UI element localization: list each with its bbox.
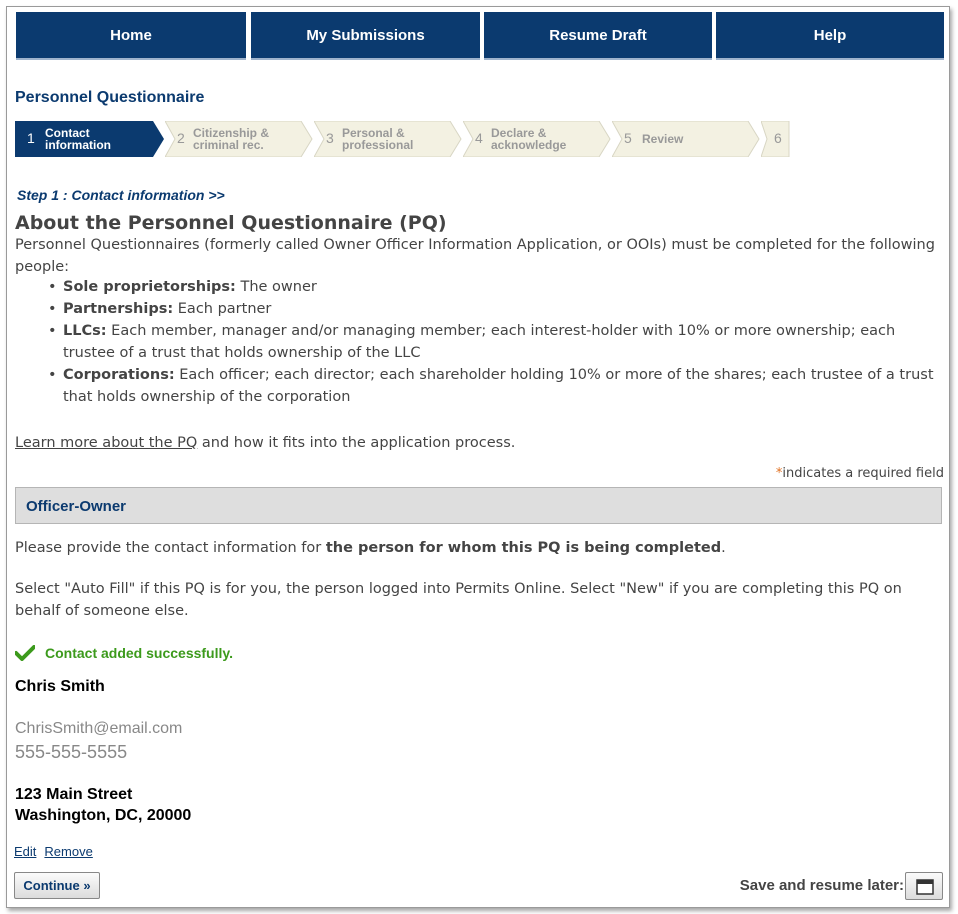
contact-actions [14,844,101,859]
autofill-instructions: Select "Auto Fill" if this PQ is for you, the person logged into Permits Online. Select "New" if you are completing this PQ on behalf of someone else. [15,581,902,619]
save-button[interactable] [905,872,943,900]
nav-my-submissions[interactable]: My Submissions [251,12,480,60]
top-navigation [16,12,944,60]
step-label: Declare & acknowledge [491,126,567,152]
contact-email: ChrisSmith@email.com [15,720,183,737]
nav-help[interactable]: Help [716,12,944,60]
step-progress [15,121,815,157]
step-number: 5 [624,130,632,146]
step-label: Contact information [45,126,111,152]
step-number: 6 [774,130,782,146]
step-3-personal-professional[interactable] [314,121,464,157]
learn-more-link[interactable]: Learn more about the PQ [15,435,198,451]
step-4-declare-acknowledge[interactable] [463,121,613,157]
required-star: * [775,466,783,481]
step-1-contact-information[interactable] [15,121,165,157]
required-field-note: *indicates a required field [775,466,944,481]
about-intro: Personnel Questionnaires (formerly called Owner Officer Information Application, or OOIs) must be completed for the following people: [15,237,935,275]
step-number: 4 [475,130,483,146]
section-header [15,487,942,524]
step-number: 3 [326,130,334,146]
list-item: • Partnerships: Each partner [48,298,943,320]
step-label: Citizenship & criminal rec. [193,126,270,152]
nav-home[interactable]: Home [16,12,246,60]
step-label: Review [642,132,684,146]
contact-phone: 555-555-5555 [15,742,128,762]
about-title: About the Personnel Questionnaire (PQ) [15,212,447,234]
entity-list [48,276,943,408]
checkmark-icon [15,645,35,664]
list-item: • Corporations: Each officer; each director; each shareholder holding 10% or more of the shares; each trustee of a trust that holds ownership of the corporation [48,364,943,408]
continue-button[interactable]: Continue » [14,872,100,899]
step-number: 2 [177,130,185,146]
step-6[interactable] [761,121,791,157]
step-5-review[interactable] [612,121,762,157]
step-label: Personal & professional [342,126,414,152]
edit-link[interactable]: Edit [14,844,37,859]
save-icon [916,879,934,895]
page-title: Personnel Questionnaire [15,89,205,106]
remove-link[interactable]: Remove [44,844,93,859]
provide-instructions: Please provide the contact information for the person for whom this PQ is being completed. [15,540,726,556]
step-2-citizenship[interactable] [165,121,315,157]
nav-resume-draft[interactable]: Resume Draft [484,12,712,60]
step-number: 1 [27,130,35,146]
success-message: Contact added successfully. [15,645,233,664]
section-title: Officer-Owner [26,498,127,515]
contact-address-line1: 123 Main Street [15,786,133,803]
step-heading: Step 1 : Contact information >> [17,187,225,203]
learn-more-paragraph: Learn more about the PQ and how it fits into the application process. [15,435,516,451]
contact-name: Chris Smith [15,678,105,695]
contact-address-line2: Washington, DC, 20000 [15,807,192,824]
step-arrow-shape [612,121,762,157]
list-item: • Sole proprietorships: The owner [48,276,943,298]
save-resume-label: Save and resume later: [739,877,904,894]
list-item: • LLCs: Each member, manager and/or managing member; each interest-holder with 10% or more ownership; each trustee of a trust that holds ownership of the LLC [48,320,943,364]
